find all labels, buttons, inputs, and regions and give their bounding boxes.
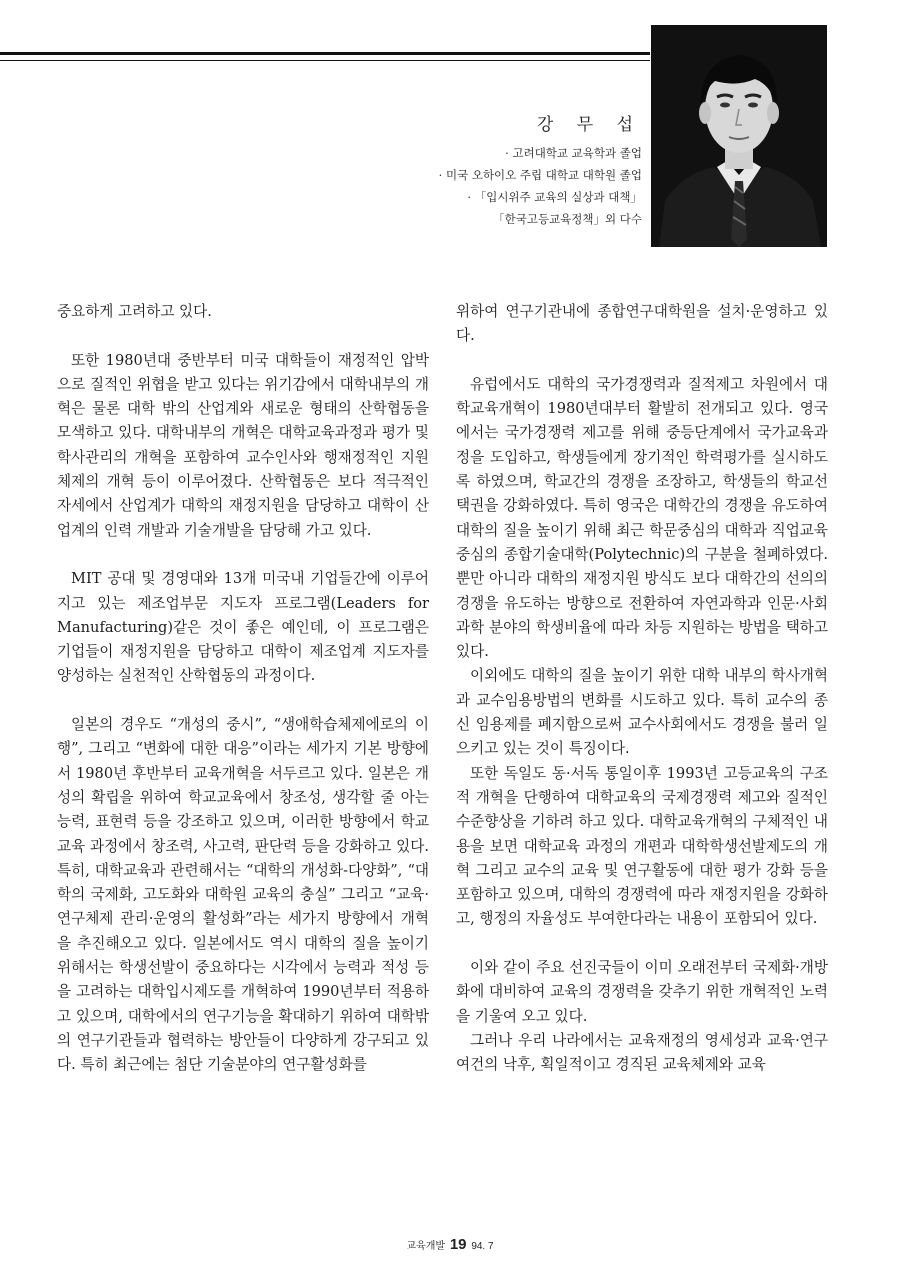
paragraph: 위하여 연구기관내에 종합연구대학원을 설치·운영하고 있다. <box>456 303 828 345</box>
author-bio-1: · 고려대학교 교육학과 졸업 <box>505 146 642 160</box>
header-rule-thin <box>0 60 650 61</box>
paragraph: 일본의 경우도 “개성의 중시”, “생애학습체제에로의 이행”, 그리고 “변화에 대한 대응”이라는 세가지 기본 방향에서 1980년 후반부터 교육개혁을 서두르고 있다. 일본은 개성의 확립을 위하여 학교교육에서 창조성, 생각할 줄 아는 능력, 표현력 등을 강조하고 있으며, 이러한 방향에서 학교교육 과정에서 창조력, 사고력, 판단력 등을 강화하고 있다. 특히, 대학교육과 관련해서는 “대학의 개성화-다양화”, “대학의 국제화, 고도화와 대학원 교육의 충실” 그리고 “교육·연구체제 관리·운영의 활성화”라는 세가지 방향에서 개혁을 추진해오고 있다. 일본에서도 역시 대학의 질을 높이기 위해서는 학생선발이 중요하다는 시각에서 능력과 적성 등을 고려하는 대학입시제도를 개혁하여 1990년부터 적용하고 있으며, 대학에서의 연구기능을 확대하기 위하여 대학밖의 연구기관들과 협력하는 방안들이 다양하게 강구되고 있다. 특히 최근에는 첨단 기술분야의 연구활성화를 <box>57 716 429 1074</box>
author-name: 강 무 섭 <box>536 115 642 135</box>
author-bio-2: · 미국 오하이오 주립 대학교 대학원 졸업 <box>438 168 642 182</box>
author-info <box>182 112 642 230</box>
author-photo <box>651 25 827 247</box>
right-column <box>456 300 828 1078</box>
author-bio-4: 「한국고등교육정책」외 다수 <box>493 212 642 226</box>
paragraph: MIT 공대 및 경영대와 13개 미국내 기업들간에 이루어지고 있는 제조업부문 지도자 프로그램(Leaders for Manufacturing)같은 것이 좋은 예인데, 이 프로그램은 기업들이 재정지원을 담당하고 대학이 제조업계 지도자를 양성하는 실천적인 산학협동의 과정이다. <box>57 570 429 685</box>
left-column <box>57 300 429 1078</box>
paragraph: 이와 같이 주요 선진국들이 이미 오래전부터 국제화·개방화에 대비하여 교육의 경쟁력을 갖추기 위한 개혁적인 노력을 기울여 오고 있다. <box>456 959 828 1025</box>
page-footer <box>0 1236 900 1253</box>
paragraph: 유럽에서도 대학의 국가경쟁력과 질적제고 차원에서 대학교육개혁이 1980년대부터 활발히 전개되고 있다. 영국에서는 국가경쟁력 제고를 위해 중등단계에서 국가교육과정을 도입하고, 학생들에게 장기적인 학력평가를 실시하도록 하였으며, 학교간의 경쟁을 조장하고, 학생들의 학교선택권을 강화하였다. 특히 영국은 대학간의 경쟁을 유도하여 대학의 질을 높이기 위해 최근 학문중심의 대학과 직업교육중심의 종합기술대학(Polytechnic)의 구분을 철폐하였다. 뿐만 아니라 대학의 재정지원 방식도 보다 대학간의 선의의 경쟁을 유도하는 방향으로 전환하여 자연과학과 인문·사회과학 분야의 학생비율에 따라 차등 지원하는 방법을 택하고 있다. <box>456 375 828 661</box>
paragraph: 또한 1980년대 중반부터 미국 대학들이 재정적인 압박으로 질적인 위협을 받고 있다는 위기감에서 대학내부의 개혁은 물론 대학 밖의 산업계와 새로운 형태의 산학협동을 모색하고 있다. 대학내부의 개혁은 대학교육과정과 평가 및 학사관리의 개혁을 포함하여 교수인사와 행재정적인 지원 체제의 개혁 등이 이루어졌다. 산학협동은 보다 적극적인 자세에서 산업계가 대학의 재정지원을 담당하고 대학이 산업계의 인력 개발과 기술개발을 담당해 가고 있다. <box>57 351 429 539</box>
author-bio-3: · 「입시위주 교육의 실상과 대책」 <box>467 190 642 204</box>
paragraph: 중요하게 고려하고 있다. <box>57 303 212 320</box>
journal-name: 교육개발 <box>406 1241 446 1252</box>
header-rule-thick <box>0 52 650 55</box>
issue-date: 94. 7 <box>471 1241 494 1252</box>
page-number: 19 <box>449 1236 467 1253</box>
author-portrait-icon <box>651 25 827 247</box>
paragraph: 그러나 우리 나라에서는 교육재정의 영세성과 교육·연구여건의 낙후, 획일적이고 경직된 교육체제와 교육 <box>456 1031 828 1074</box>
paragraph: 또한 독일도 동·서독 통일이후 1993년 고등교육의 구조적 개혁을 단행하여 대학교육의 국제경쟁력 제고와 질적인 수준향상을 기하려 하고 있다. 대학교육개혁의 구체적인 내용을 보면 대학교육 과정의 개편과 대학학생선발제도의 개혁 그리고 교수의 교육 및 연구활동에 대한 평가 강화 등을 포함하고 있으며, 대학의 경쟁력에 따라 재정지원을 강화하고, 행정의 자율성도 부여한다라는 내용이 포함되어 있다. <box>456 764 828 928</box>
paragraph: 이외에도 대학의 질을 높이기 위한 대학 내부의 학사개혁과 교수임용방법의 변화를 시도하고 있다. 특히 교수의 종신 임용제를 폐지함으로써 교수사회에서도 경쟁을 불러 일으키고 있는 것이 특징이다. <box>456 667 828 758</box>
